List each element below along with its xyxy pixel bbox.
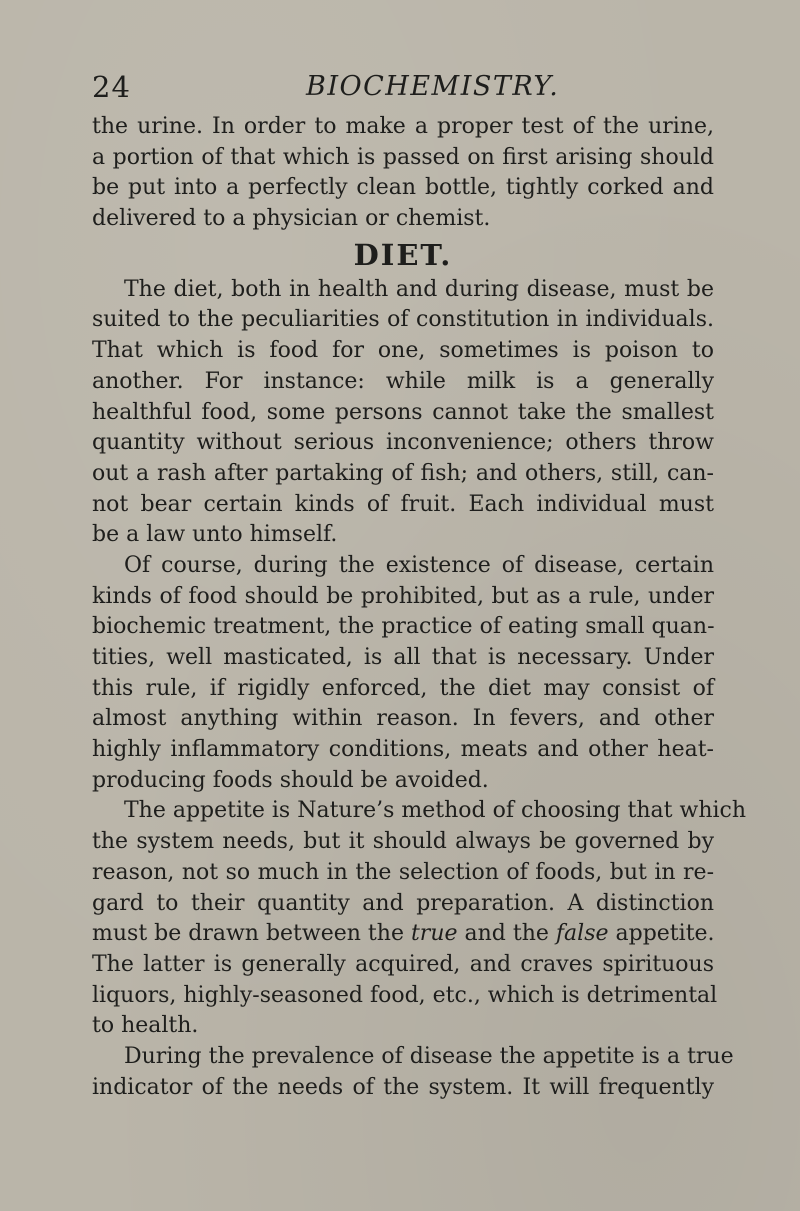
- text-line: to health.: [92, 1013, 199, 1039]
- text-line: gard to their quantity and preparation. A distinction: [92, 890, 714, 916]
- text-line: The diet, both in health and during disease, must be: [124, 276, 714, 302]
- text-fragment: must be drawn between the: [92, 921, 411, 947]
- text-line: indicator of the needs of the system. It will frequently: [92, 1074, 714, 1100]
- text-line: kinds of food should be prohibited, but as a rule, under: [92, 583, 714, 609]
- text-line: Of course, during the existence of disease, certain: [124, 552, 714, 578]
- text-line: be put into a perfectly clean bottle, tightly corked and: [92, 175, 714, 201]
- page-header: [92, 70, 712, 110]
- text-line: liquors, highly-seasoned food, etc., which is detrimental: [92, 982, 718, 1008]
- text-line: During the prevalence of disease the appetite is a true: [124, 1043, 734, 1069]
- section-heading: DIET.: [353, 237, 453, 272]
- intro-paragraph: [92, 112, 714, 235]
- paragraph-prevalence: [92, 1042, 734, 1103]
- text-line: the urine. In order to make a proper test of the urine,: [92, 114, 714, 139]
- text-line: The appetite is Nature’s method of choosing that which: [124, 798, 747, 824]
- running-head: BIOCHEMISTRY.: [306, 71, 560, 102]
- body-text: [92, 112, 747, 1103]
- text-line: another. For instance: while milk is a generally: [92, 368, 714, 394]
- paragraph-appetite: [92, 796, 747, 1042]
- text-line: healthful food, some persons cannot take the smallest: [92, 399, 714, 425]
- text-line: producing foods should be avoided.: [92, 767, 489, 793]
- text-line: reason, not so much in the selection of foods, but in re-: [92, 859, 714, 885]
- text-line: quantity without serious inconvenience; others throw: [92, 430, 714, 456]
- text-line: tities, well masticated, is all that is necessary. Under: [92, 645, 714, 670]
- text-line: That which is food for one, sometimes is poison to: [92, 338, 714, 364]
- text-line: not bear certain kinds of fruit. Each individual must: [92, 491, 714, 517]
- text-line: a portion of that which is passed on first arising should: [92, 144, 714, 170]
- text-line-with-emphasis: [92, 919, 714, 950]
- text-line: delivered to a physician or chemist.: [92, 206, 491, 232]
- page-number: 24: [92, 70, 131, 104]
- text-line: this rule, if rigidly enforced, the diet may consist of: [92, 675, 714, 701]
- text-fragment: appetite.: [608, 921, 715, 947]
- paragraph-diet-constitution: [92, 275, 714, 551]
- emphasis-true: true: [410, 921, 458, 947]
- text-line: out a rash after partaking of fish; and others, still, can-: [92, 460, 714, 486]
- text-line: highly inflammatory conditions, meats and other heat-: [92, 737, 714, 763]
- emphasis-false: false: [555, 921, 609, 947]
- paragraph-disease-food: [92, 551, 714, 797]
- text-fragment: and the: [457, 921, 556, 947]
- text-line: almost anything within reason. In fevers, and other: [92, 706, 714, 732]
- text-line: The latter is generally acquired, and craves spirituous: [92, 951, 714, 977]
- text-line: the system needs, but it should always be governed by: [92, 829, 714, 855]
- text-line: suited to the peculiarities of constitution in individuals.: [92, 307, 714, 333]
- text-line: be a law unto himself.: [92, 522, 338, 548]
- text-line: biochemic treatment, the practice of eating small quan-: [92, 614, 715, 640]
